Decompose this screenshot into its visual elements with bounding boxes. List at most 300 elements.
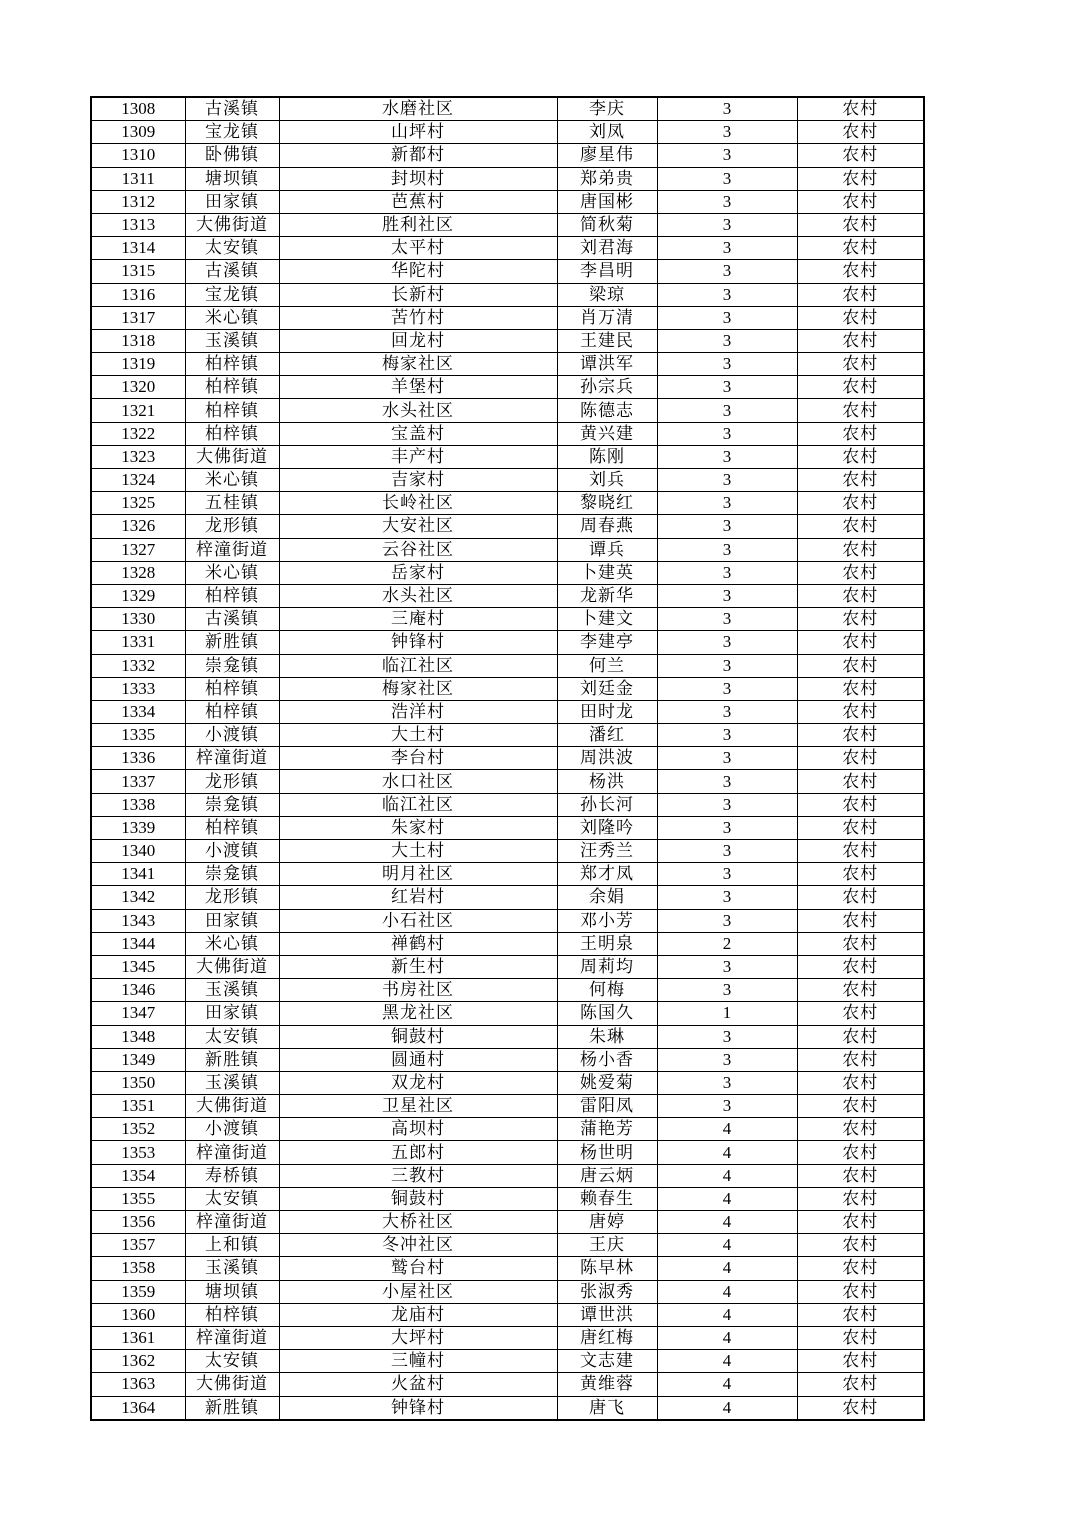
village-cell: 钟锋村	[279, 1396, 557, 1420]
town-cell: 米心镇	[185, 932, 279, 955]
village-cell: 三教村	[279, 1164, 557, 1187]
town-cell: 龙形镇	[185, 515, 279, 538]
count-cell: 3	[657, 1048, 797, 1071]
village-cell: 芭蕉村	[279, 190, 557, 213]
category-cell: 农村	[797, 283, 924, 306]
category-cell: 农村	[797, 469, 924, 492]
town-cell: 小渡镇	[185, 1118, 279, 1141]
name-cell: 卜建文	[557, 608, 657, 631]
village-cell: 双龙村	[279, 1071, 557, 1094]
category-cell: 农村	[797, 584, 924, 607]
row-number-cell: 1327	[91, 538, 185, 561]
name-cell: 唐国彬	[557, 190, 657, 213]
village-cell: 华陀村	[279, 260, 557, 283]
row-number-cell: 1350	[91, 1071, 185, 1094]
name-cell: 陈国久	[557, 1002, 657, 1025]
count-cell: 3	[657, 167, 797, 190]
row-number-cell: 1364	[91, 1396, 185, 1420]
town-cell: 上和镇	[185, 1234, 279, 1257]
village-cell: 五郎村	[279, 1141, 557, 1164]
town-cell: 大佛街道	[185, 1095, 279, 1118]
name-cell: 陈早林	[557, 1257, 657, 1280]
count-cell: 3	[657, 492, 797, 515]
table-row	[91, 886, 924, 909]
name-cell: 刘廷金	[557, 677, 657, 700]
table-row	[91, 955, 924, 978]
name-cell: 简秋菊	[557, 213, 657, 236]
town-cell: 大佛街道	[185, 955, 279, 978]
category-cell: 农村	[797, 1257, 924, 1280]
table-row	[91, 747, 924, 770]
category-cell: 农村	[797, 631, 924, 654]
count-cell: 3	[657, 979, 797, 1002]
count-cell: 3	[657, 283, 797, 306]
name-cell: 赖春生	[557, 1187, 657, 1210]
row-number-cell: 1349	[91, 1048, 185, 1071]
name-cell: 廖星伟	[557, 144, 657, 167]
village-cell: 胜利社区	[279, 213, 557, 236]
table-row	[91, 1118, 924, 1141]
category-cell: 农村	[797, 770, 924, 793]
name-cell: 唐云炳	[557, 1164, 657, 1187]
town-cell: 梓潼街道	[185, 538, 279, 561]
category-cell: 农村	[797, 422, 924, 445]
table-row	[91, 121, 924, 144]
row-number-cell: 1362	[91, 1350, 185, 1373]
category-cell: 农村	[797, 144, 924, 167]
count-cell: 3	[657, 1071, 797, 1094]
village-cell: 水磨社区	[279, 97, 557, 121]
category-cell: 农村	[797, 886, 924, 909]
table-row	[91, 1211, 924, 1234]
name-cell: 汪秀兰	[557, 840, 657, 863]
count-cell: 3	[657, 121, 797, 144]
count-cell: 4	[657, 1257, 797, 1280]
village-cell: 小屋社区	[279, 1280, 557, 1303]
category-cell: 农村	[797, 260, 924, 283]
category-cell: 农村	[797, 724, 924, 747]
town-cell: 柏梓镇	[185, 399, 279, 422]
name-cell: 何梅	[557, 979, 657, 1002]
count-cell: 3	[657, 306, 797, 329]
category-cell: 农村	[797, 1164, 924, 1187]
village-cell: 钟锋村	[279, 631, 557, 654]
name-cell: 卜建英	[557, 561, 657, 584]
table-row	[91, 1280, 924, 1303]
name-cell: 余娟	[557, 886, 657, 909]
name-cell: 雷阳凤	[557, 1095, 657, 1118]
table-row	[91, 283, 924, 306]
name-cell: 唐红梅	[557, 1326, 657, 1349]
town-cell: 龙形镇	[185, 886, 279, 909]
town-cell: 柏梓镇	[185, 700, 279, 723]
row-number-cell: 1343	[91, 909, 185, 932]
count-cell: 4	[657, 1373, 797, 1396]
name-cell: 邓小芳	[557, 909, 657, 932]
category-cell: 农村	[797, 1141, 924, 1164]
row-number-cell: 1347	[91, 1002, 185, 1025]
row-number-cell: 1340	[91, 840, 185, 863]
count-cell: 4	[657, 1280, 797, 1303]
name-cell: 谭世洪	[557, 1303, 657, 1326]
name-cell: 周春燕	[557, 515, 657, 538]
village-cell: 宝盖村	[279, 422, 557, 445]
table-row	[91, 631, 924, 654]
row-number-cell: 1336	[91, 747, 185, 770]
count-cell: 3	[657, 700, 797, 723]
town-cell: 玉溪镇	[185, 979, 279, 1002]
village-cell: 大坪村	[279, 1326, 557, 1349]
row-number-cell: 1334	[91, 700, 185, 723]
village-cell: 长岭社区	[279, 492, 557, 515]
name-cell: 郑才凤	[557, 863, 657, 886]
count-cell: 3	[657, 353, 797, 376]
category-cell: 农村	[797, 1048, 924, 1071]
village-cell: 卫星社区	[279, 1095, 557, 1118]
village-cell: 回龙村	[279, 329, 557, 352]
category-cell: 农村	[797, 121, 924, 144]
village-cell: 李台村	[279, 747, 557, 770]
town-cell: 大佛街道	[185, 213, 279, 236]
category-cell: 农村	[797, 190, 924, 213]
table-row	[91, 1303, 924, 1326]
table-row	[91, 561, 924, 584]
table-row	[91, 770, 924, 793]
name-cell: 杨小香	[557, 1048, 657, 1071]
village-cell: 鹫台村	[279, 1257, 557, 1280]
row-number-cell: 1348	[91, 1025, 185, 1048]
town-cell: 梓潼街道	[185, 747, 279, 770]
table-row	[91, 213, 924, 236]
name-cell: 李昌明	[557, 260, 657, 283]
table-row	[91, 376, 924, 399]
town-cell: 小渡镇	[185, 840, 279, 863]
count-cell: 3	[657, 260, 797, 283]
row-number-cell: 1330	[91, 608, 185, 631]
count-cell: 3	[657, 770, 797, 793]
row-number-cell: 1335	[91, 724, 185, 747]
village-cell: 三庵村	[279, 608, 557, 631]
table-row	[91, 863, 924, 886]
town-cell: 崇龛镇	[185, 793, 279, 816]
name-cell: 潘红	[557, 724, 657, 747]
village-cell: 云谷社区	[279, 538, 557, 561]
table-row	[91, 1326, 924, 1349]
table-row	[91, 1048, 924, 1071]
table-row	[91, 816, 924, 839]
row-number-cell: 1357	[91, 1234, 185, 1257]
town-cell: 新胜镇	[185, 1396, 279, 1420]
town-cell: 梓潼街道	[185, 1326, 279, 1349]
village-cell: 梅家社区	[279, 353, 557, 376]
count-cell: 3	[657, 608, 797, 631]
village-cell: 大土村	[279, 724, 557, 747]
town-cell: 太安镇	[185, 237, 279, 260]
row-number-cell: 1344	[91, 932, 185, 955]
table-row	[91, 1164, 924, 1187]
row-number-cell: 1312	[91, 190, 185, 213]
record-table-body	[91, 97, 924, 1420]
town-cell: 柏梓镇	[185, 677, 279, 700]
name-cell: 黄维蓉	[557, 1373, 657, 1396]
count-cell: 4	[657, 1118, 797, 1141]
count-cell: 4	[657, 1234, 797, 1257]
row-number-cell: 1321	[91, 399, 185, 422]
town-cell: 梓潼街道	[185, 1141, 279, 1164]
count-cell: 3	[657, 1095, 797, 1118]
category-cell: 农村	[797, 1118, 924, 1141]
category-cell: 农村	[797, 492, 924, 515]
town-cell: 崇龛镇	[185, 863, 279, 886]
town-cell: 玉溪镇	[185, 329, 279, 352]
count-cell: 1	[657, 1002, 797, 1025]
category-cell: 农村	[797, 515, 924, 538]
town-cell: 米心镇	[185, 561, 279, 584]
table-row	[91, 1141, 924, 1164]
town-cell: 龙形镇	[185, 770, 279, 793]
count-cell: 3	[657, 631, 797, 654]
row-number-cell: 1356	[91, 1211, 185, 1234]
count-cell: 3	[657, 515, 797, 538]
village-cell: 水头社区	[279, 584, 557, 607]
count-cell: 2	[657, 932, 797, 955]
category-cell: 农村	[797, 1095, 924, 1118]
table-row	[91, 329, 924, 352]
category-cell: 农村	[797, 1373, 924, 1396]
row-number-cell: 1316	[91, 283, 185, 306]
count-cell: 3	[657, 677, 797, 700]
count-cell: 4	[657, 1303, 797, 1326]
table-row	[91, 909, 924, 932]
count-cell: 4	[657, 1141, 797, 1164]
category-cell: 农村	[797, 538, 924, 561]
town-cell: 柏梓镇	[185, 816, 279, 839]
row-number-cell: 1319	[91, 353, 185, 376]
category-cell: 农村	[797, 979, 924, 1002]
row-number-cell: 1338	[91, 793, 185, 816]
row-number-cell: 1339	[91, 816, 185, 839]
village-cell: 羊堡村	[279, 376, 557, 399]
village-cell: 铜鼓村	[279, 1187, 557, 1210]
table-row	[91, 515, 924, 538]
name-cell: 周莉均	[557, 955, 657, 978]
village-cell: 书房社区	[279, 979, 557, 1002]
row-number-cell: 1354	[91, 1164, 185, 1187]
town-cell: 柏梓镇	[185, 422, 279, 445]
category-cell: 农村	[797, 932, 924, 955]
town-cell: 柏梓镇	[185, 584, 279, 607]
table-row	[91, 979, 924, 1002]
row-number-cell: 1363	[91, 1373, 185, 1396]
count-cell: 3	[657, 863, 797, 886]
town-cell: 宝龙镇	[185, 121, 279, 144]
town-cell: 太安镇	[185, 1350, 279, 1373]
name-cell: 周洪波	[557, 747, 657, 770]
town-cell: 古溪镇	[185, 260, 279, 283]
village-cell: 大安社区	[279, 515, 557, 538]
count-cell: 3	[657, 190, 797, 213]
count-cell: 3	[657, 144, 797, 167]
table-row	[91, 1396, 924, 1420]
count-cell: 3	[657, 237, 797, 260]
row-number-cell: 1358	[91, 1257, 185, 1280]
table-row	[91, 422, 924, 445]
table-row	[91, 469, 924, 492]
name-cell: 朱琳	[557, 1025, 657, 1048]
category-cell: 农村	[797, 909, 924, 932]
village-cell: 梅家社区	[279, 677, 557, 700]
category-cell: 农村	[797, 700, 924, 723]
table-row	[91, 840, 924, 863]
row-number-cell: 1311	[91, 167, 185, 190]
row-number-cell: 1345	[91, 955, 185, 978]
town-cell: 卧佛镇	[185, 144, 279, 167]
town-cell: 玉溪镇	[185, 1071, 279, 1094]
row-number-cell: 1332	[91, 654, 185, 677]
town-cell: 太安镇	[185, 1187, 279, 1210]
category-cell: 农村	[797, 608, 924, 631]
category-cell: 农村	[797, 955, 924, 978]
category-cell: 农村	[797, 237, 924, 260]
table-row	[91, 584, 924, 607]
table-row	[91, 1234, 924, 1257]
table-row	[91, 1187, 924, 1210]
name-cell: 杨洪	[557, 770, 657, 793]
category-cell: 农村	[797, 863, 924, 886]
village-cell: 大桥社区	[279, 1211, 557, 1234]
table-row	[91, 538, 924, 561]
count-cell: 3	[657, 445, 797, 468]
name-cell: 文志建	[557, 1350, 657, 1373]
table-row	[91, 1350, 924, 1373]
village-cell: 冬冲社区	[279, 1234, 557, 1257]
table-row	[91, 1002, 924, 1025]
row-number-cell: 1320	[91, 376, 185, 399]
row-number-cell: 1329	[91, 584, 185, 607]
row-number-cell: 1315	[91, 260, 185, 283]
town-cell: 米心镇	[185, 306, 279, 329]
name-cell: 王建民	[557, 329, 657, 352]
name-cell: 姚爱菊	[557, 1071, 657, 1094]
row-number-cell: 1361	[91, 1326, 185, 1349]
village-cell: 圆通村	[279, 1048, 557, 1071]
row-number-cell: 1310	[91, 144, 185, 167]
category-cell: 农村	[797, 353, 924, 376]
category-cell: 农村	[797, 747, 924, 770]
town-cell: 田家镇	[185, 909, 279, 932]
town-cell: 五桂镇	[185, 492, 279, 515]
town-cell: 田家镇	[185, 190, 279, 213]
town-cell: 大佛街道	[185, 1373, 279, 1396]
village-cell: 山坪村	[279, 121, 557, 144]
row-number-cell: 1346	[91, 979, 185, 1002]
village-cell: 临江社区	[279, 654, 557, 677]
village-cell: 封坝村	[279, 167, 557, 190]
name-cell: 唐飞	[557, 1396, 657, 1420]
count-cell: 3	[657, 538, 797, 561]
category-cell: 农村	[797, 376, 924, 399]
count-cell: 3	[657, 793, 797, 816]
village-cell: 水口社区	[279, 770, 557, 793]
town-cell: 崇龛镇	[185, 654, 279, 677]
town-cell: 柏梓镇	[185, 1303, 279, 1326]
row-number-cell: 1333	[91, 677, 185, 700]
row-number-cell: 1309	[91, 121, 185, 144]
row-number-cell: 1313	[91, 213, 185, 236]
town-cell: 玉溪镇	[185, 1257, 279, 1280]
count-cell: 3	[657, 1025, 797, 1048]
count-cell: 4	[657, 1326, 797, 1349]
table-row	[91, 654, 924, 677]
table-row	[91, 445, 924, 468]
row-number-cell: 1314	[91, 237, 185, 260]
village-cell: 龙庙村	[279, 1303, 557, 1326]
count-cell: 3	[657, 584, 797, 607]
name-cell: 唐婷	[557, 1211, 657, 1234]
town-cell: 塘坝镇	[185, 167, 279, 190]
row-number-cell: 1328	[91, 561, 185, 584]
row-number-cell: 1308	[91, 97, 185, 121]
name-cell: 刘兵	[557, 469, 657, 492]
category-cell: 农村	[797, 213, 924, 236]
category-cell: 农村	[797, 306, 924, 329]
category-cell: 农村	[797, 1350, 924, 1373]
count-cell: 3	[657, 213, 797, 236]
category-cell: 农村	[797, 793, 924, 816]
name-cell: 孙宗兵	[557, 376, 657, 399]
category-cell: 农村	[797, 840, 924, 863]
village-cell: 铜鼓村	[279, 1025, 557, 1048]
name-cell: 李建亭	[557, 631, 657, 654]
row-number-cell: 1360	[91, 1303, 185, 1326]
name-cell: 何兰	[557, 654, 657, 677]
village-cell: 太平村	[279, 237, 557, 260]
town-cell: 寿桥镇	[185, 1164, 279, 1187]
category-cell: 农村	[797, 399, 924, 422]
village-cell: 禅鹤村	[279, 932, 557, 955]
row-number-cell: 1352	[91, 1118, 185, 1141]
table-row	[91, 793, 924, 816]
name-cell: 田时龙	[557, 700, 657, 723]
name-cell: 刘凤	[557, 121, 657, 144]
count-cell: 3	[657, 654, 797, 677]
table-row	[91, 353, 924, 376]
name-cell: 张淑秀	[557, 1280, 657, 1303]
count-cell: 4	[657, 1187, 797, 1210]
count-cell: 3	[657, 747, 797, 770]
name-cell: 陈德志	[557, 399, 657, 422]
category-cell: 农村	[797, 816, 924, 839]
village-cell: 红岩村	[279, 886, 557, 909]
table-row	[91, 190, 924, 213]
table-row	[91, 932, 924, 955]
village-cell: 浩洋村	[279, 700, 557, 723]
count-cell: 4	[657, 1211, 797, 1234]
town-cell: 柏梓镇	[185, 376, 279, 399]
town-cell: 小渡镇	[185, 724, 279, 747]
village-cell: 长新村	[279, 283, 557, 306]
row-number-cell: 1331	[91, 631, 185, 654]
name-cell: 谭兵	[557, 538, 657, 561]
category-cell: 农村	[797, 1303, 924, 1326]
count-cell: 4	[657, 1350, 797, 1373]
category-cell: 农村	[797, 167, 924, 190]
row-number-cell: 1325	[91, 492, 185, 515]
count-cell: 4	[657, 1164, 797, 1187]
row-number-cell: 1359	[91, 1280, 185, 1303]
table-row	[91, 1257, 924, 1280]
village-cell: 新生村	[279, 955, 557, 978]
